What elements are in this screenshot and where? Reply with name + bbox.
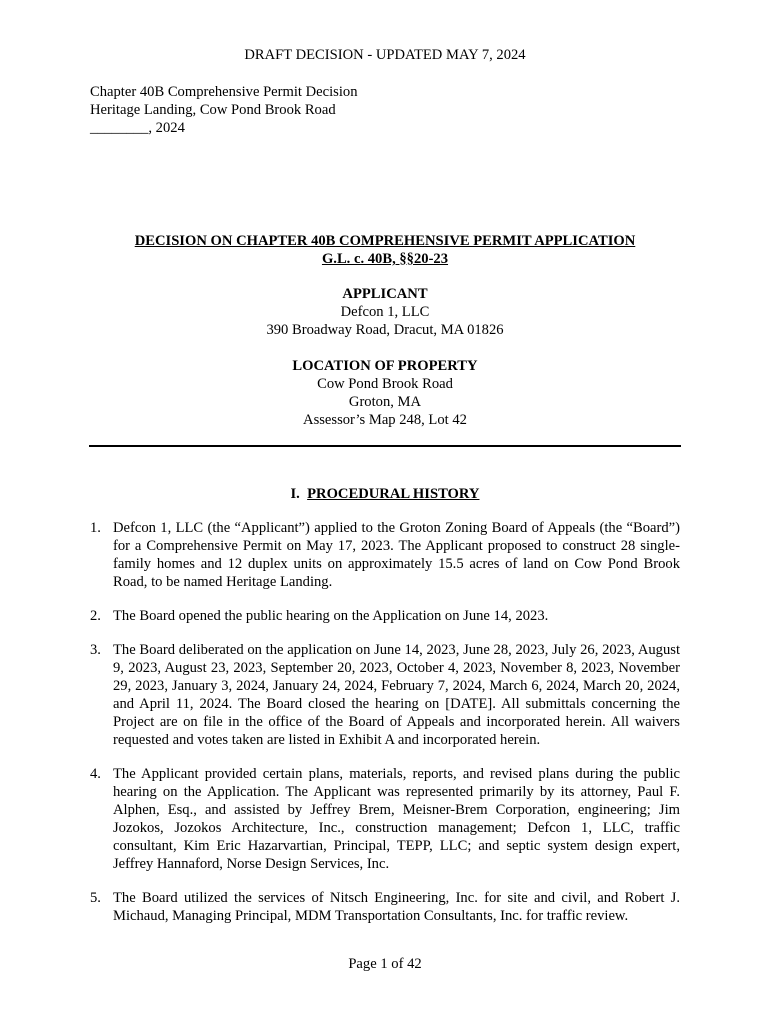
horizontal-divider (89, 445, 681, 447)
procedural-history-list (90, 519, 680, 941)
decision-title-line1: DECISION ON CHAPTER 40B COMPREHENSIVE PERMIT APPLICATION (134, 233, 636, 249)
section-title: PROCEDURAL HISTORY (307, 486, 480, 502)
item-number: 4. (90, 766, 101, 782)
applicant-address: 390 Broadway Road, Dracut, MA 01826 (266, 322, 504, 338)
list-item (90, 765, 680, 873)
location-heading: LOCATION OF PROPERTY (292, 358, 478, 374)
list-item (90, 519, 680, 591)
applicant-name: Defcon 1, LLC (340, 304, 430, 320)
item-text: Defcon 1, LLC (the “Applicant”) applied to the Groton Zoning Board of Appeals (the “Board”) for a Comprehensive Permit on May 17, 2023. The Applicant proposed to construct 28 single-family homes and 12 duplex units on approximately 15.5 acres of land on Cow Pond Brook Road, to be named Heritage Landing. (113, 520, 680, 590)
list-item (90, 641, 680, 749)
item-number: 5. (90, 890, 101, 906)
list-item (90, 607, 680, 625)
item-number: 3. (90, 642, 101, 658)
decision-title (0, 232, 770, 268)
item-number: 2. (90, 608, 101, 624)
location-town: Groton, MA (348, 394, 422, 410)
item-text: The Board opened the public hearing on the Application on June 14, 2023. (113, 608, 549, 624)
location-map: Assessor’s Map 248, Lot 42 (303, 412, 467, 428)
section-number: I. (290, 486, 300, 502)
doc-info-line: Chapter 40B Comprehensive Permit Decision (90, 84, 358, 100)
draft-header: DRAFT DECISION - UPDATED MAY 7, 2024 (244, 47, 526, 63)
item-text: The Applicant provided certain plans, materials, reports, and revised plans during the public hearing on the Application. The Applicant was represented primarily by its attorney, Paul F. Alphen, Esq., and assisted by Jeffrey Brem, Meisner-Brem Corporation, engineering; Jim Jozokos, Jozokos Architecture, Inc., construction management; Defcon 1, LLC, traffic consultant, Kim Eric Hazarvartian, Principal, TEPP, LLC; and septic system design expert, Jeffrey Hannaford, Norse Design Services, Inc. (113, 766, 680, 872)
applicant-block (0, 285, 770, 339)
item-text: The Board deliberated on the application on June 14, 2023, June 28, 2023, July 26, 2023, August 9, 2023, August 23, 2023, September 20, 2023, October 4, 2023, November 8, 2023, November 29, 2023, January 3, 2024, January 24, 2024, February 7, 2024, March 6, 2024, March 20, 2024, and April 11, 2024. The Board closed the hearing on [DATE]. All submittals concerning the Project are on file in the office of the Board of Appeals and incorporated herein. All waivers requested and votes taken are listed in Exhibit A and incorporated herein. (113, 642, 680, 748)
doc-info-line: ________, 2024 (90, 120, 185, 136)
location-street: Cow Pond Brook Road (317, 376, 453, 392)
applicant-heading: APPLICANT (342, 286, 428, 302)
item-number: 1. (90, 520, 101, 536)
item-text: The Board utilized the services of Nitsch Engineering, Inc. for site and civil, and Robert J. Michaud, Managing Principal, MDM Transportation Consultants, Inc. for traffic review. (113, 890, 680, 924)
doc-info-line: Heritage Landing, Cow Pond Brook Road (90, 102, 336, 118)
section-heading (0, 485, 770, 503)
location-block (0, 357, 770, 429)
decision-title-line2: G.L. c. 40B, §§20-23 (321, 251, 449, 267)
list-item (90, 889, 680, 925)
page-number: Page 1 of 42 (348, 956, 422, 972)
document-info (90, 83, 358, 137)
